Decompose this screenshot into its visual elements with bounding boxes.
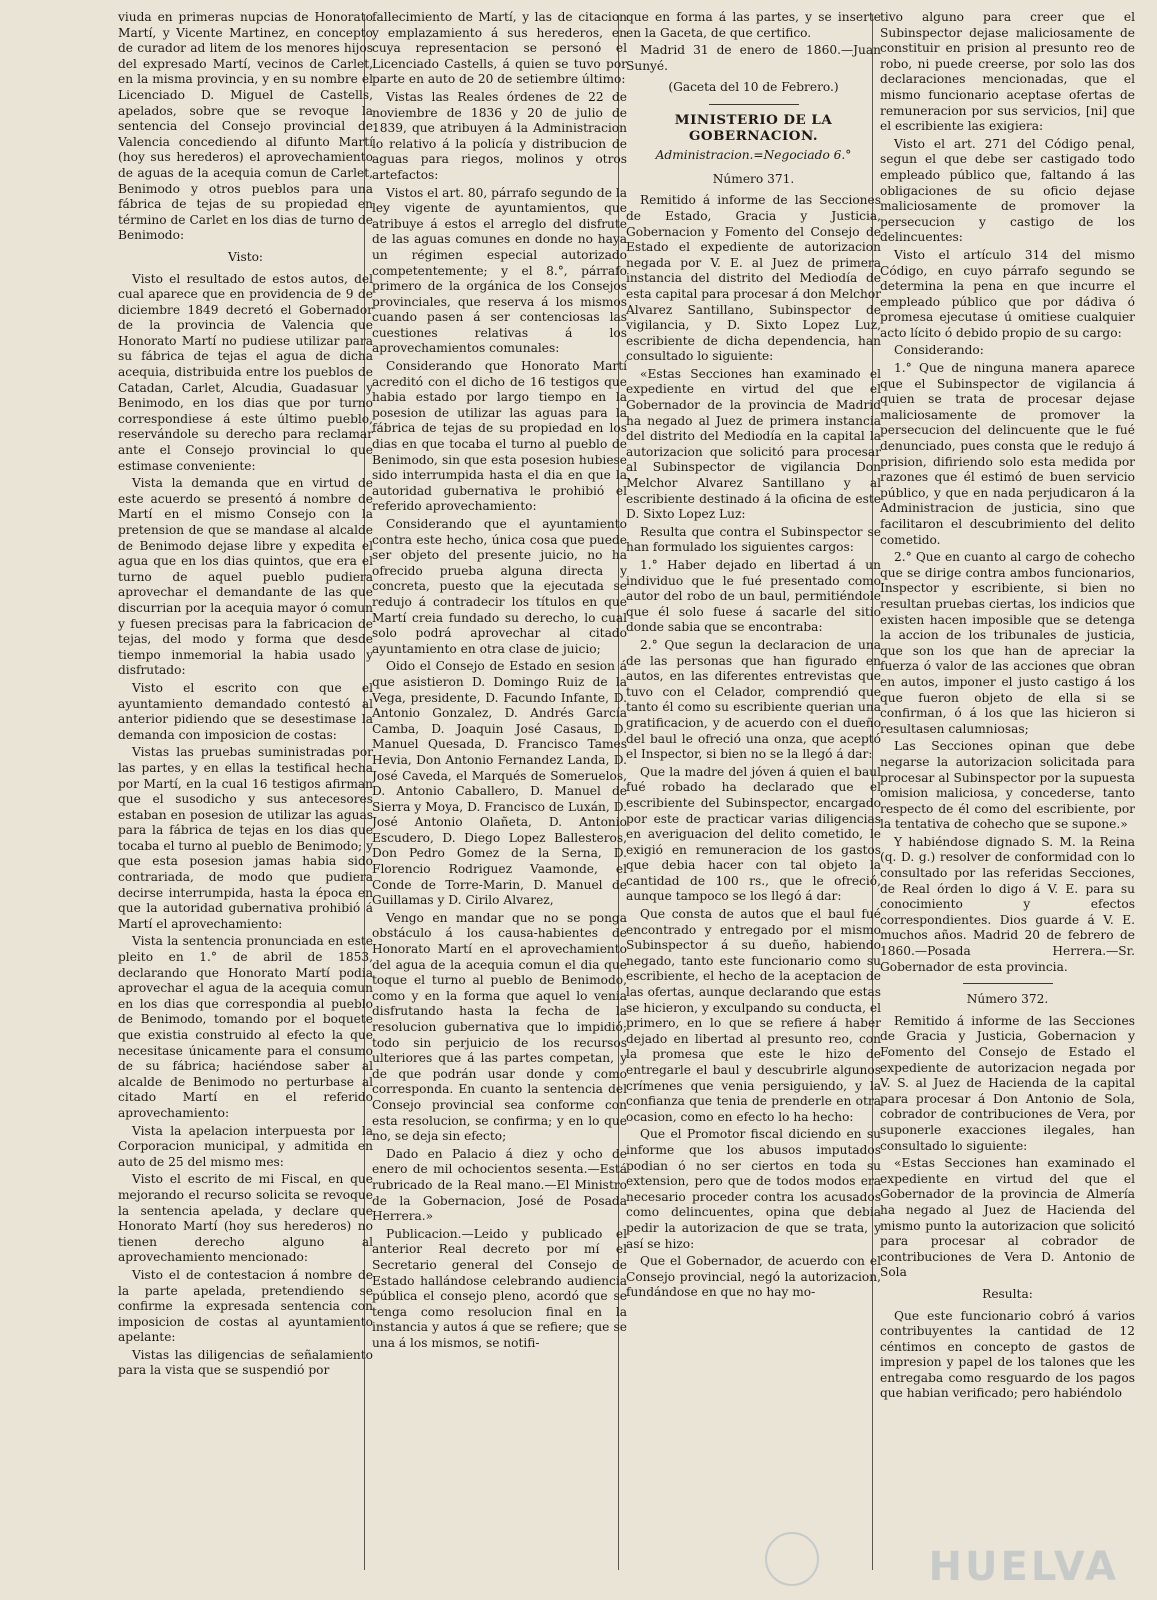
divider xyxy=(963,983,1053,984)
divider xyxy=(709,104,799,105)
signature-line: Madrid 31 de enero de 1860.—Juan Sunyé. xyxy=(626,43,881,73)
paragraph: Visto el artículo 314 del mismo Código, en cuyo párrafo segundo se determina la pena en que incurre el empleado público que por dádiva ó promesa ejecutase ú omitiese cualquier acto lícito ó debido propio de su cargo: xyxy=(880,247,1135,340)
paragraph: 2.° Que segun la declaracion de una de las personas que han figurado en autos, en las diferentes entrevistas que tuvo con el Celador, comprendió que tanto él como su escribiente querian una gratificacion, y de acuerdo con el dueño del baul le ofreció una onza, que aceptó el Inspector, si bien no se la llegó á dar: xyxy=(626,637,881,762)
paragraph: Que consta de autos que el baul fué encontrado y entregado por el mismo Subinspector á su dueño, habiendo negado, tanto este funcionario como su escribiente, el hecho de la aceptacion de las ofertas, aunque declarando que estas se hicieron, y exculpando su conducta, el primero, en lo que se refiere á haber dejado en libertad al presunto reo, con la promesa que este le hizo de entregarle el baul y descubrirle algunos crímenes que venia persiguiendo, y la confianza que tenia de prenderle en otra ocasion, como en efecto lo ha hecho: xyxy=(626,907,881,1124)
paragraph: Resulta: xyxy=(982,1286,1033,1301)
paragraph: Que la madre del jóven á quien el baul fué robado ha declarado que el escribiente del Subinspector, encargado por este de practicar varias diligencias en averiguacion del delito cometido, le exigió en remuneracion de los gastos que debia hacer con tal objeto la cantidad de 100 rs., que le ofreció, aunque tampoco se los llegó á dar: xyxy=(626,764,881,904)
paragraph: Visto: xyxy=(227,249,264,264)
paragraph: tivo alguno para creer que el Subinspector dejase maliciosamente de constituir en prision al presunto reo de robo, ni puede creerse, por solo las dos declaraciones mencionadas, que el mismo funcionario aceptase ofertas de remuneracion por sus servicios, [ni] que el escribiente las exigiera: xyxy=(880,10,1135,134)
archive-watermark: HUELVA xyxy=(928,1544,1119,1590)
paragraph: Oido el Consejo de Estado en sesion á que asistieron D. Domingo Ruiz de la Vega, presidente, D. Facundo Infante, D. Antonio Gonzalez, D. Andrés García Camba, D. Joaquin José Casaus, D. Manuel Quesada, D. Francisco Tames Hevia, Don Antonio Fernandez Landa, D. José Caveda, el Marqués de Someruelos, D. Antonio Caballero, D. Manuel de Sierra y Moya, D. Francisco de Luxán, D. José Antonio Olañeta, D. Antonio Escudero, D. Diego Lopez Ballesteros, Don Pedro Gomez de la Serna, D. Florencio Rodriguez Vaamonde, el Conde de Torre-Marin, D. Manuel de Guillamas y D. Cirilo Alvarez, xyxy=(372,659,627,908)
paragraph: Considerando: xyxy=(894,343,984,358)
paragraph: Dado en Palacio á diez y ocho de enero de mil ochocientos sesenta.—Está rubricado de la Real mano.—El Ministro de la Gobernacion, José de Posada Herrera.» xyxy=(372,1146,627,1224)
paragraph: Publicacion.—Leido y publicado el anterior Real decreto por mí el Secretario general del Consejo de Estado hallándose celebrando audiencia pública el consejo pleno, acordó que se tenga como resolucion final en la instancia y autos á que se refiere; que se una á los mismos, se notifi- xyxy=(372,1226,627,1350)
column-4 xyxy=(880,10,1135,1572)
paragraph: Y habiéndose dignado S. M. la Reina (q. D. g.) resolver de conformidad con lo consultado por las referidas Secciones, de Real órden lo digo á V. E. para su conocimiento y efectos correspondientes. Dios guarde á V. E. muchos años. Madrid 20 de febrero de 1860.—Posada Herrera.—Sr. Gobernador de esta provincia. xyxy=(880,834,1135,974)
paragraph: Las Secciones opinan que debe negarse la autorizacion solicitada para procesar al Subinspector por la supuesta omision maliciosa, y concederse, tanto respecto de él como del escribiente, por la tentativa de cohecho que se supone.» xyxy=(880,739,1135,832)
paragraph: Vista la sentencia pronunciada en este pleito en 1.° de abril de 1853, declarando que Honorato Martí podia aprovechar el agua de la acequia comun en los dias que correspondia al pueblo de Benimodo, tomando por el boquete que existia construido al efecto la que necesitase únicamente para el consumo de su fábrica; haciéndose saber al alcalde de Benimodo no perturbase al citado Martí en el referido aprovechamiento: xyxy=(118,934,373,1120)
paragraph: Visto el de contestacion á nombre de la parte apelada, pretendiendo se confirme la expresada sentencia con imposicion de costas al ayuntamiento apelante: xyxy=(118,1267,373,1345)
paragraph: que en forma á las partes, y se inserte en la Gaceta, de que certifico. xyxy=(626,10,881,40)
column-3 xyxy=(626,10,881,1572)
paragraph: 1.° Que de ninguna manera aparece que el Subinspector de vigilancia á quien se trata de procesar dejase maliciosamente de promover la persecucion del delincuente que le fué denunciado, pues consta que le redujo á prision, difiriendo solo esta medida por razones que él estimó de buen servicio público, y que en nada perjudicaron á la Administracion de justicia, sino que facilitaron el descubrimiento del delito cometido. xyxy=(880,361,1135,547)
paragraph: Vistos el art. 80, párrafo segundo de la ley vigente de ayuntamientos, que atribuye á estos el arreglo del disfrute de las aguas comunes en donde no haya un régimen especial autorizado competentemente; y el 8.°, párrafo primero de la orgánica de los Consejos provinciales, que reserva á los mismos cuando pasen á ser contenciosas las cuestiones relativas á los aprovechamientos comunales: xyxy=(372,185,627,356)
paragraph: Visto el art. 271 del Código penal, segun el que debe ser castigado todo empleado público que, faltando á las obligaciones de su oficio dejase maliciosamente de promover la persecucion y castigo de los delincuentes: xyxy=(880,136,1135,245)
paragraph: Vengo en mandar que no se ponga obstáculo á los causa-habientes de Honorato Martí en el aprovechamiento del agua de la acequia comun el dia que toque el turno al pueblo de Benimodo, como y en la forma que aquel lo venia disfrutando hasta la fecha de la resolucion gubernativa que lo impidió; todo sin perjuicio de los recursos ulteriores que á las partes competan, y de que podrán usar donde y como corresponda. En cuanto la sentencia del Consejo provincial sea conforme con esta resolucion, se confirma; y en lo que no, se deja sin efecto; xyxy=(372,910,627,1144)
paragraph: «Estas Secciones han examinado el expediente en virtud del que el Gobernador de la provincia de Madrid ha negado al Juez de primera instancia del distrito del Mediodía en la capital la autorizacion que solicitó para procesar al Subinspector de vigilancia Don Melchor Alvarez Santillano y al escribiente destinado á la oficina de este D. Sixto Lopez Luz: xyxy=(626,366,881,522)
paragraph: Vista la demanda que en virtud de este acuerdo se presentó á nombre de Martí en el mismo Consejo con la pretension de que se mandase al alcalde de Benimodo dejase libre y expedita el agua que en los dias quintos, que era el turno de aquel pueblo pudiera aprovechar el demandante de las que discurrian por la acequia mayor ó comun y fuesen precisas para la fabricacion de tejas, del modo y forma que desde tiempo inmemorial la habia usado y disfrutado: xyxy=(118,476,373,678)
paragraph: Visto el escrito con que el ayuntamiento demandado contestó al anterior pidiendo que se desestimase la demanda con imposicion de costas: xyxy=(118,680,373,742)
paragraph: Que el Promotor fiscal diciendo en su informe que los abusos imputados podian ó no ser ciertos en toda su extension, pero que de todos modos era necesario proceder contra los acusados como delincuentes, opina que debia pedir la autorizacion de que se trata, y así se hizo: xyxy=(626,1127,881,1251)
document-number: Número 372. xyxy=(966,992,1049,1007)
seal-icon xyxy=(765,1532,819,1586)
paragraph: viuda en primeras nupcias de Honorato Martí, y Vicente Martinez, en concepto de curador ad litem de los menores hijos del expresado Martí, vecinos de Carlet, en la misma provincia, y en su nombre el Licenciado D. Miguel de Castells, apelados, sobre que se revoque la sentencia del Consejo provincial de Valencia concediendo al difunto Martí (hoy sus herederos) el aprovechamiento de aguas de la acequia comun de Carlet, Benimodo y otros pueblos para una fábrica de tejas de su propiedad en término de Carlet en los dias de turno de Benimodo: xyxy=(118,10,373,243)
document-number: Número 371. xyxy=(712,171,795,186)
paragraph: Que el Gobernador, de acuerdo con el Consejo provincial, negó la autorizacion, fundándose en que no hay mo- xyxy=(626,1254,881,1300)
paragraph: Remitido á informe de las Secciones de Estado, Gracia y Justicia, Gobernacion y Fomento del Consejo de Estado el expediente de autorizacion negada por V. E. al Juez de primera instancia del distrito del Mediodía de esta capital para procesar á don Melchor Alvarez Santillano, Subinspector de vigilancia, y D. Sixto Lopez Luz, escribiente de dicha dependencia, han consultado lo siguiente: xyxy=(626,193,881,364)
column-1 xyxy=(118,10,373,1572)
paragraph: 2.° Que en cuanto al cargo de cohecho que se dirige contra ambos funcionarios, Inspector y escribiente, si bien no resultan pruebas ciertas, los indicios que existen hacen imposible que se detenga la accion de los tribunales de justicia, que son los que han de apreciar la fuerza ó valor de las acciones que obran en autos, imponer el justo castigo á los que fueron objeto de ella si se confirman, ó á los que las hicieron si resultasen calumniosas; xyxy=(880,550,1135,736)
paragraph: fallecimiento de Martí, y las de citacion y emplazamiento á sus herederos, en cuya representacion se personó el Licenciado Castells, á quien se tuvo por parte en auto de 20 de setiembre último: xyxy=(372,10,627,87)
paragraph: Vista la apelacion interpuesta por la Corporacion municipal, y admitida en auto de 25 del mismo mes: xyxy=(118,1123,373,1169)
paragraph: «Estas Secciones han examinado el expediente en virtud del que el Gobernador de la provincia de Almería ha negado al Juez de Hacienda del mismo punto la autorizacion que solicitó para procesar al cobrador de contribuciones de Vera D. Antonio de Sola xyxy=(880,1156,1135,1280)
paragraph: Visto el escrito de mi Fiscal, en que mejorando el recurso solicita se revoque la sentencia apelada, y declare que Honorato Martí (hoy sus herederos) no tienen derecho alguno al aprovechamiento mencionado: xyxy=(118,1172,373,1265)
paragraph: Considerando que Honorato Martí acreditó con el dicho de 16 testigos que habia estado por largo tiempo en la posesion de utilizar las aguas para la fábrica de tejas de su propiedad en los dias en que tocaba el turno al pueblo de Benimodo, sin que esta posesion hubiese sido interrumpida hasta el dia en que la autoridad gubernativa le prohibió el referido aprovechamiento: xyxy=(372,359,627,514)
paragraph: Vistas las pruebas suministradas por las partes, y en ellas la testifical hecha por Martí, en la cual 16 testigos afirman que el susodicho y sus antecesores estaban en posesion de utilizar las aguas para la fábrica de tejas en los dias que tocaba el turno al pueblo de Benimodo; y que esta posesion jamas habia sido contrariada, de modo que pudiera decirse interrumpida, hasta la época en que la autoridad gubernativa prohibió á Martí el aprovechamiento: xyxy=(118,745,373,931)
paragraph: 1.° Haber dejado en libertad á un individuo que le fué presentado como autor del robo de un baul, permitiéndole que él solo fuese á sacarle del sitio donde sabia que se encontraba: xyxy=(626,558,881,635)
paragraph: Visto el resultado de estos autos, del cual aparece que en providencia de 9 de diciembre 1849 decretó el Gobernador de la provincia de Valencia que Honorato Martí no pudiese utilizar para su fábrica de tejas el agua de dicha acequia, distribuida entre los pueblos de Catadan, Carlet, Alcudia, Guadasuar y Benimodo, en los dias que por turno correspondiese á este último pueblo, reservándole su derecho para reclamar ante el Consejo provincial lo que estimase conveniente: xyxy=(118,271,373,473)
paragraph: Que este funcionario cobró á varios contribuyentes la cantidad de 12 céntimos en concepto de gastos de impresion y papel de los talones que les entregaba como resguardo de los pagos que habian verificado; pero habiéndolo xyxy=(880,1308,1135,1401)
paragraph: Remitido á informe de las Secciones de Gracia y Justicia, Gobernacion y Fomento del Consejo de Estado el expediente de autorizacion negada por V. S. al Juez de Hacienda de la capital para procesar á Don Antonio de Sola, cobrador de contribuciones de Vera, por suponerle exacciones ilegales, han consultado lo siguiente: xyxy=(880,1013,1135,1153)
paragraph: Resulta que contra el Subinspector se han formulado los siguientes cargos: xyxy=(626,524,881,555)
paragraph: Vistas las diligencias de señalamiento para la vista que se suspendió por xyxy=(118,1347,373,1378)
paragraph: Vistas las Reales órdenes de 22 de noviembre de 1836 y 20 de julio de 1839, que atribuyen á la Administracion lo relativo á la policía y distribucion de aguas para riegos, molinos y otros artefactos: xyxy=(372,89,627,182)
column-2 xyxy=(372,10,627,1572)
section-subheading: Administracion.=Negociado 6.° xyxy=(655,148,852,163)
gazette-date: (Gaceta del 10 de Febrero.) xyxy=(668,80,839,95)
section-heading: MINISTERIO DE LA GOBERNACION. xyxy=(674,111,833,144)
paragraph: Considerando que el ayuntamiento contra este hecho, única cosa que puede ser objeto del presente juicio, no ha ofrecido prueba alguna directa y concreta, puesto que la ejecutada se redujo á contradecir los títulos en que Martí creia fundado su derecho, lo cual solo podrá aprovechar al citado ayuntamiento en otra clase de juicio; xyxy=(372,517,627,656)
